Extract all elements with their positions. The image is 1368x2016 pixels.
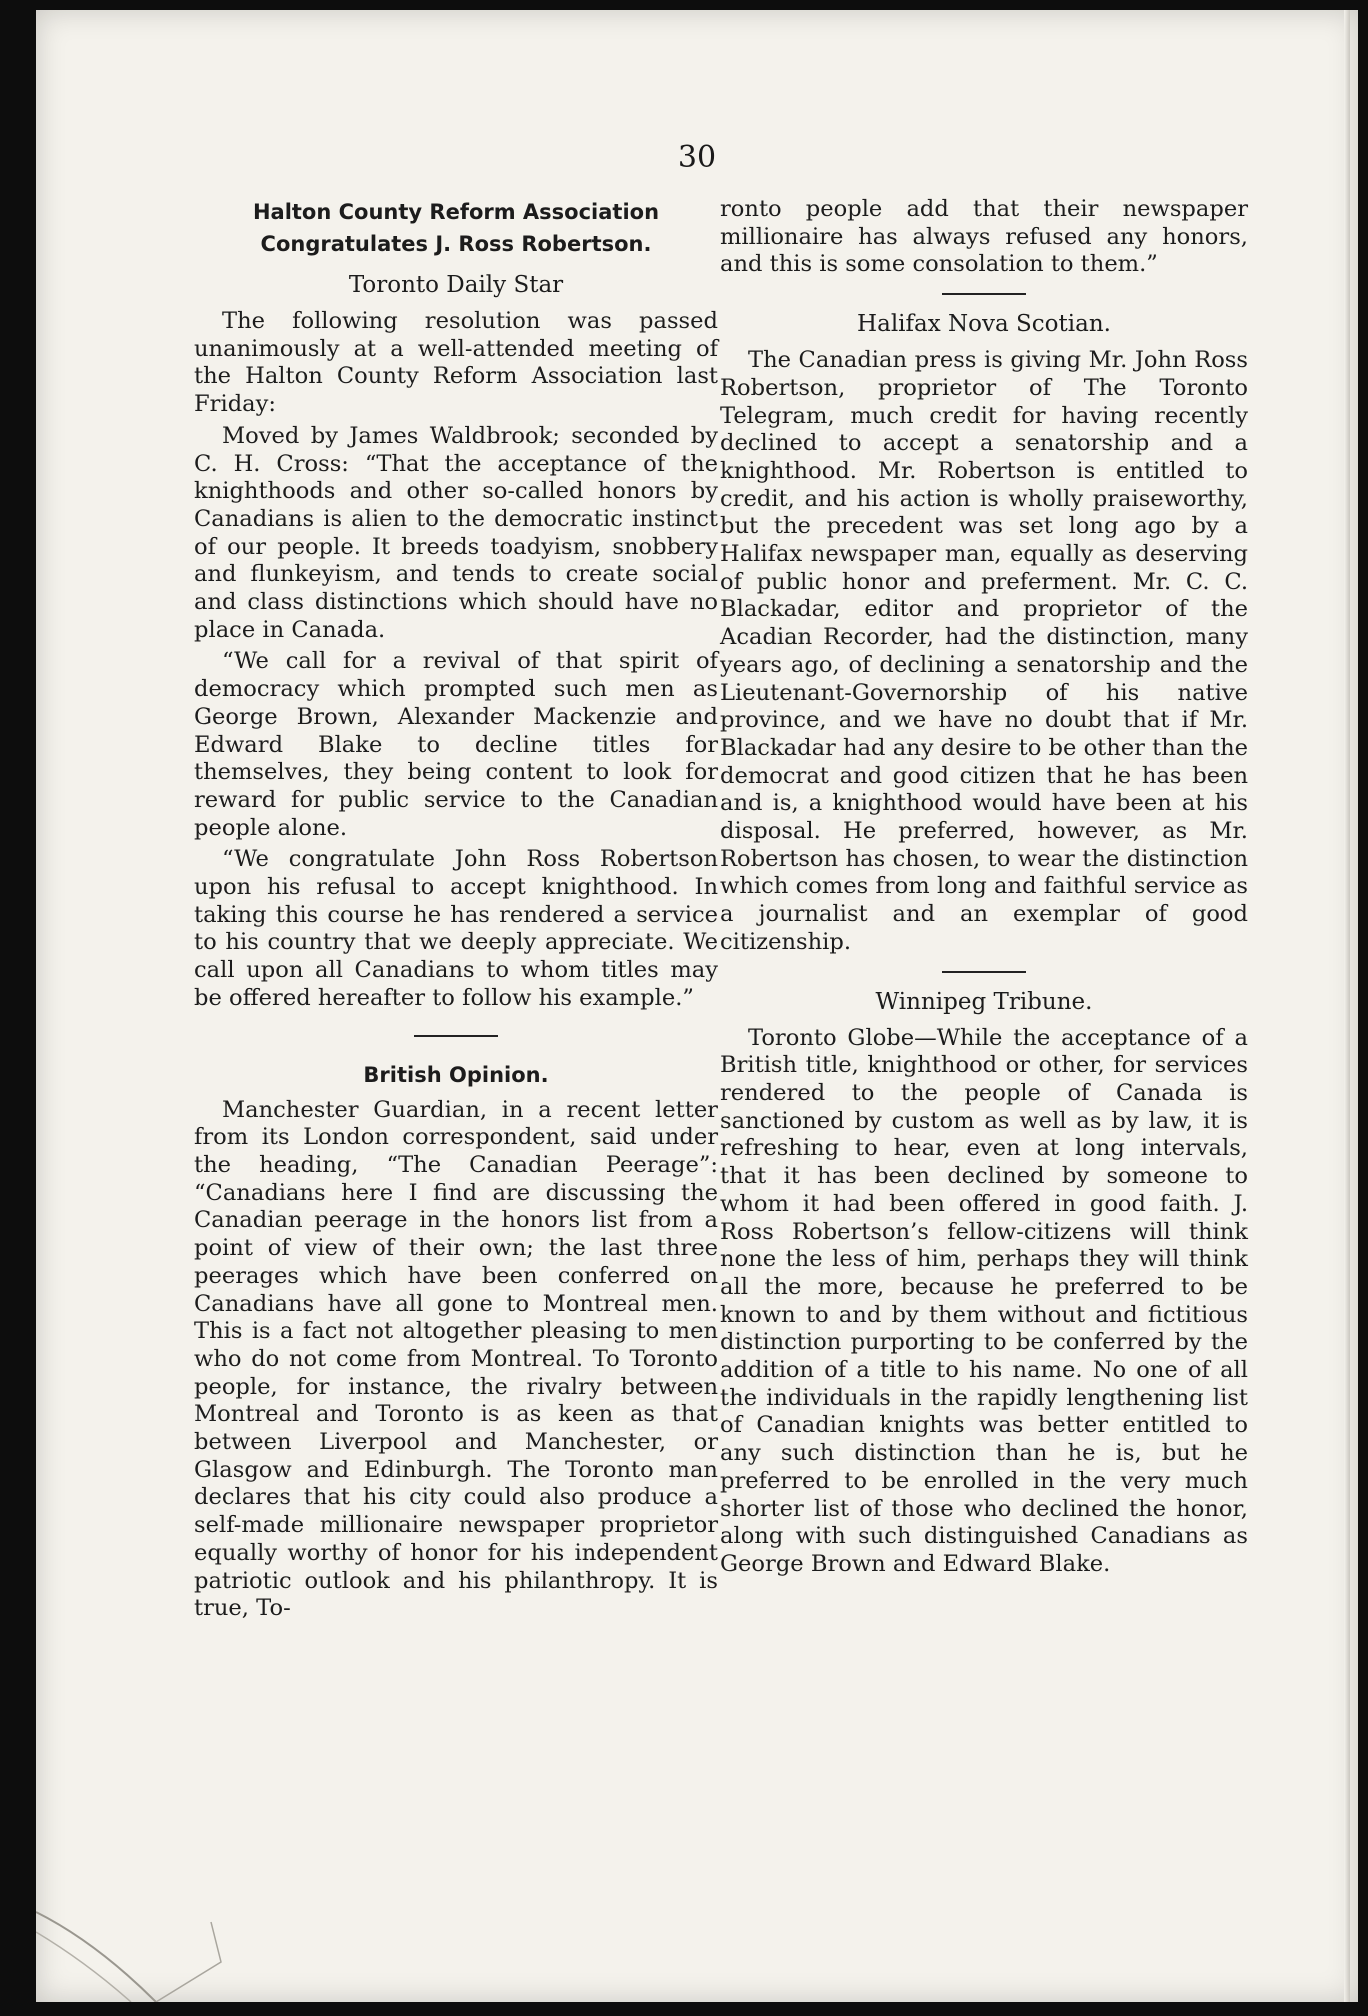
article-heading-line-1: Halton County Reform Association	[252, 200, 660, 224]
section-heading-british-opinion: British Opinion.	[363, 1062, 549, 1087]
section-divider	[942, 971, 1026, 973]
paragraph-continued: ronto people add that their newspaper millionaire has always refused any honors, and this is some consolation to them.”	[720, 196, 1248, 278]
paragraph-manchester-guardian: Manchester Guardian, in a recent letter from its London correspondent, said under the heading, “The Canadian Peerage”: “Canadians here I find are discussing the Canadian peerage in the honors list from a point of view of their own; the last three peerages which have been conferred on Canadians have all gone to Montreal men. This is a fact not altogether pleasing to men who do not come from Montreal. To Toronto people, for instance, the rivalry between Montreal and Toronto is as keen as that between Liverpool and Manchester, or Glasgow and Edinburgh. The Toronto man declares that his city could also produce a self-made millionaire newspaper proprietor equally worthy of honor for his independent patriotic outlook and his philanthropy. It is true, To-	[194, 1096, 718, 1622]
source-winnipeg-tribune: Winnipeg Tribune.	[875, 988, 1093, 1015]
left-column	[194, 196, 718, 1623]
page-edge	[1344, 10, 1350, 2002]
paragraph-toronto-globe: Toronto Globe—While the acceptance of a British title, knighthood or other, for services rendered to the people of Canada is sanctioned by custom as well as by law, it is refreshing to hear, even at long intervals, that it has been declined by someone to whom it had been offered in good faith. J. Ross Robertson’s fellow-citizens will think none the less of him, perhaps they will think all the more, because he preferred to be known to and by them without and fictitious distinction purporting to be conferred by the addition of a title to his name. No one of all the individuals in the rapidly lengthening list of Canadian knights was better entitled to any such distinction than he is, but he preferred to be enrolled in the very much shorter list of those who declined the honor, along with such distinguished Canadians as George Brown and Edward Blake.	[720, 1024, 1248, 1577]
page-number: 30	[677, 140, 717, 175]
paragraph-congratulation: “We congratulate John Ross Robertson upon his refusal to accept knighthood. In taking this course he has rendered a service to his country that we deeply appreciate. We call upon all Canadians to whom titles may be offered hereafter to follow his example.”	[194, 846, 718, 1011]
paragraph-motion: Moved by James Waldbrook; seconded by C. H. Cross: “That the acceptance of the knighthoods and other so-called honors by Canadians is alien to the democratic instinct of our people. It breeds toadyism, snobbery and flunkeyism, and tends to create social and class distinctions which should have no place in Canada.	[194, 422, 718, 643]
paragraph-resolution-intro: The following resolution was passed unanimously at a well-attended meeting of the Halton County Reform Association last Friday:	[194, 308, 718, 418]
source-halifax-nova-scotian: Halifax Nova Scotian.	[857, 311, 1111, 338]
paragraph-halifax: The Canadian press is giving Mr. John Ross Robertson, proprietor of The Toronto Telegram, much credit for having recently declined to accept a senatorship and a knighthood. Mr. Robertson is entitled to credit, and his action is wholly praiseworthy, but the precedent was set long ago by a Halifax newspaper man, equally as deserving of public honor and preferment. Mr. C. C. Blackadar, editor and proprietor of the Acadian Recorder, had the distinction, many years ago, of declining a senatorship and the Lieutenant-Governorship of his native province, and we have no doubt that if Mr. Blackadar had any desire to be other than the democrat and good citizen that he has been and is, a knighthood would have been at his disposal. He preferred, however, as Mr. Robertson has chosen, to wear the distinction which comes from long and faithful service as a journalist and an exemplar of good citizenship.	[720, 347, 1248, 955]
document-page	[36, 10, 1358, 2002]
article-heading-line-2: Congratulates J. Ross Robertson.	[260, 232, 652, 256]
section-divider	[942, 293, 1026, 295]
paragraph-democracy-revival: “We call for a revival of that spirit of democracy which prompted such men as George Brown, Alexander Mackenzie and Edward Blake to decline titles for themselves, they being content to look for reward for public service to the Canadian people alone.	[194, 648, 718, 841]
source-toronto-daily-star: Toronto Daily Star	[348, 272, 564, 298]
page-corner-crease	[36, 1792, 236, 2002]
right-column	[720, 196, 1248, 1579]
section-divider	[414, 1035, 498, 1037]
